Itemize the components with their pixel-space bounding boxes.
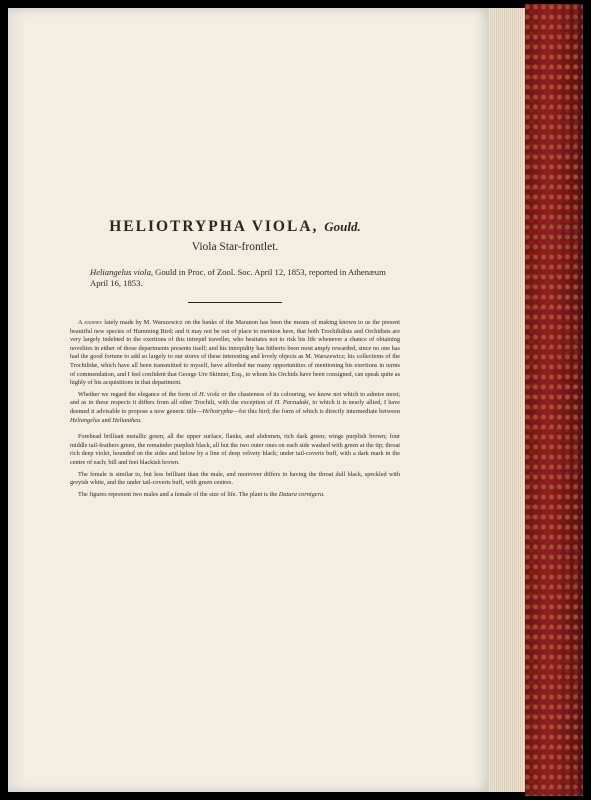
title-author: Gould.: [324, 219, 361, 234]
paragraph-2-text: —for this bird; the form of which is directly intermediate between: [232, 407, 400, 415]
paragraph-2-text: Whether we regard the elegance of the form of: [78, 390, 198, 398]
paragraph-2-species: H. viola: [199, 390, 220, 398]
paragraph-2-genus: Helianthea.: [112, 416, 142, 424]
page-content: [70, 200, 400, 502]
paragraph-1-lead: A journey: [78, 319, 103, 326]
divider-rule: [188, 302, 282, 303]
paragraph-5: [70, 491, 400, 500]
page-edges: [489, 8, 525, 792]
paragraph-2-genus: Heliotrypha: [202, 407, 233, 415]
paragraph-5-text: The figures represent two males and a female of the size of life. The plant is the: [78, 490, 278, 498]
paragraph-2-text: or the chasteness of its colouring, we know not which to admire most; and as in these respects it differs from all other Trochili, with the exception of: [70, 390, 401, 407]
paragraph-1-text: lately made by M. Warszewicz on the banks of the Maranon has been the means of making known to us the present beautiful new species of Humming Bird; and it may not be out of place to mention here, that both Trochilidists and Orchidists are very largely indebted to the exertions of this intrepid traveller, who hesitates not to risk his life whenever a chance of obtaining novelties in either of those departments presents itself; and his intrepidity has hitherto been most amply rewarded, since no one has had the good fortune to add so largely to our stores of these interesting and lovely objects as M. Warszewicz; his collections of the Trochilidæ, which have all been transmitted to myself, have afforded me many opportunities of mentioning his exertions in terms of commendation, and I feel confident that George Ure Skinner, Esq., to whom his Orchids have been consigned, can speak quite as highly of his acquisitions in that department.: [70, 319, 400, 387]
page-title: [70, 218, 400, 236]
book-cover: [525, 4, 583, 796]
paragraph-1: [70, 319, 400, 388]
plant-name: Datura cornigera.: [278, 490, 325, 498]
title-text: HELIOTRYPHA VIOLA,: [109, 218, 319, 235]
paragraph-2-text: and: [101, 416, 111, 424]
paragraph-2-text: to which it is nearly allied, I have deemed it advisable to propose a new generic title—: [70, 399, 401, 415]
reference-text: Gould in Proc. of Zool. Soc. April 12, 1853, reported in Athenæum April 16, 1853.: [90, 267, 386, 288]
paragraph-3: Forehead brilliant metallic green; all the upper surface, flanks, and abdomen, rich dark green; wings purplish brown; four middle tail-feathers green, the remainder purplish black, all but the two outer ones on each side washed with green at the tip; throat rich deep violet, bounded on the sides and below by a line of deep velvety black; under tail-coverts buff, with a dark mark in the centre of each; bill and feet blackish brown.: [70, 433, 400, 466]
paragraph-4: The female is similar to, but less brilliant than the male, and moreover differs in having the throat dull black, speckled with greyish white, and the under tail-coverts buff, with green centres.: [70, 470, 400, 487]
reference-citation: [90, 267, 400, 289]
paragraph-2-species: H. Parzudaki,: [274, 399, 311, 407]
subtitle: Viola Star-frontlet.: [191, 241, 279, 253]
paragraph-2-genus: Heliangelus: [70, 416, 101, 424]
reference-species: Heliangelus viola,: [90, 267, 154, 277]
paragraph-2: [70, 391, 400, 425]
